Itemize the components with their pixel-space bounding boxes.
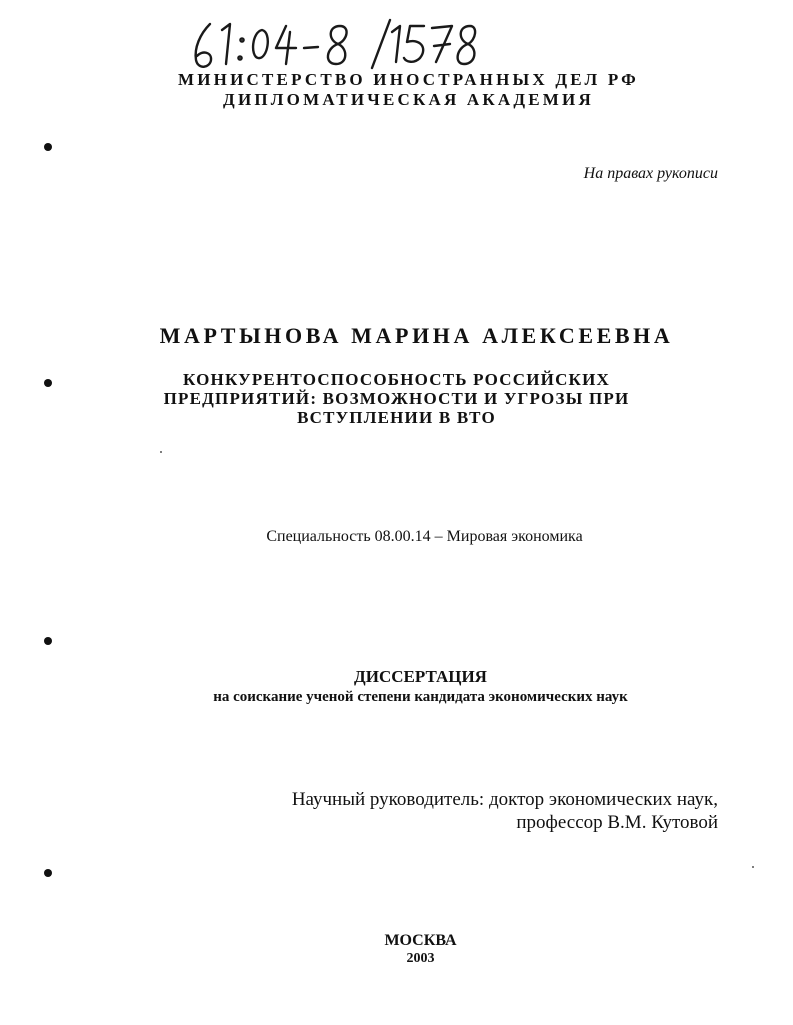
- binding-dot: [44, 637, 52, 645]
- dissertation-subheading: на соискание ученой степени кандидата экономических наук: [213, 689, 628, 705]
- scan-speck: [752, 866, 754, 868]
- rights-note: На правах рукописи: [583, 165, 718, 182]
- title-line: КОНКУРЕНТОСПОСОБНОСТЬ РОССИЙСКИХ: [183, 370, 610, 389]
- ministry-name: МИНИСТЕРСТВО ИНОСТРАННЫХ ДЕЛ РФ: [178, 70, 639, 89]
- city: МОСКВА: [384, 932, 457, 949]
- supervisor-line: профессор В.М. Кутовой: [516, 812, 718, 833]
- dissertation-title: [0, 370, 793, 427]
- binding-dot: [44, 143, 52, 151]
- title-line: ВСТУПЛЕНИИ В ВТО: [297, 408, 496, 427]
- handwritten-number-drawing: [188, 18, 478, 74]
- academy-name: ДИПЛОМАТИЧЕСКАЯ АКАДЕМИЯ: [223, 90, 594, 109]
- binding-dot: [44, 869, 52, 877]
- handwritten-catalog-number: [188, 18, 478, 74]
- author-name: МАРТЫНОВА МАРИНА АЛЕКСЕЕВНА: [159, 323, 674, 348]
- supervisor-line: Научный руководитель: доктор экономических наук,: [291, 789, 718, 810]
- year: 2003: [406, 951, 435, 966]
- specialty: Специальность 08.00.14 – Мировая экономика: [266, 528, 583, 545]
- title-line: ПРЕДПРИЯТИЙ: ВОЗМОЖНОСТИ И УГРОЗЫ ПРИ: [163, 389, 630, 408]
- scan-speck: [160, 451, 162, 453]
- supervisor-block: [292, 788, 718, 834]
- binding-dot: [44, 379, 52, 387]
- dissertation-heading: ДИССЕРТАЦИЯ: [354, 667, 487, 686]
